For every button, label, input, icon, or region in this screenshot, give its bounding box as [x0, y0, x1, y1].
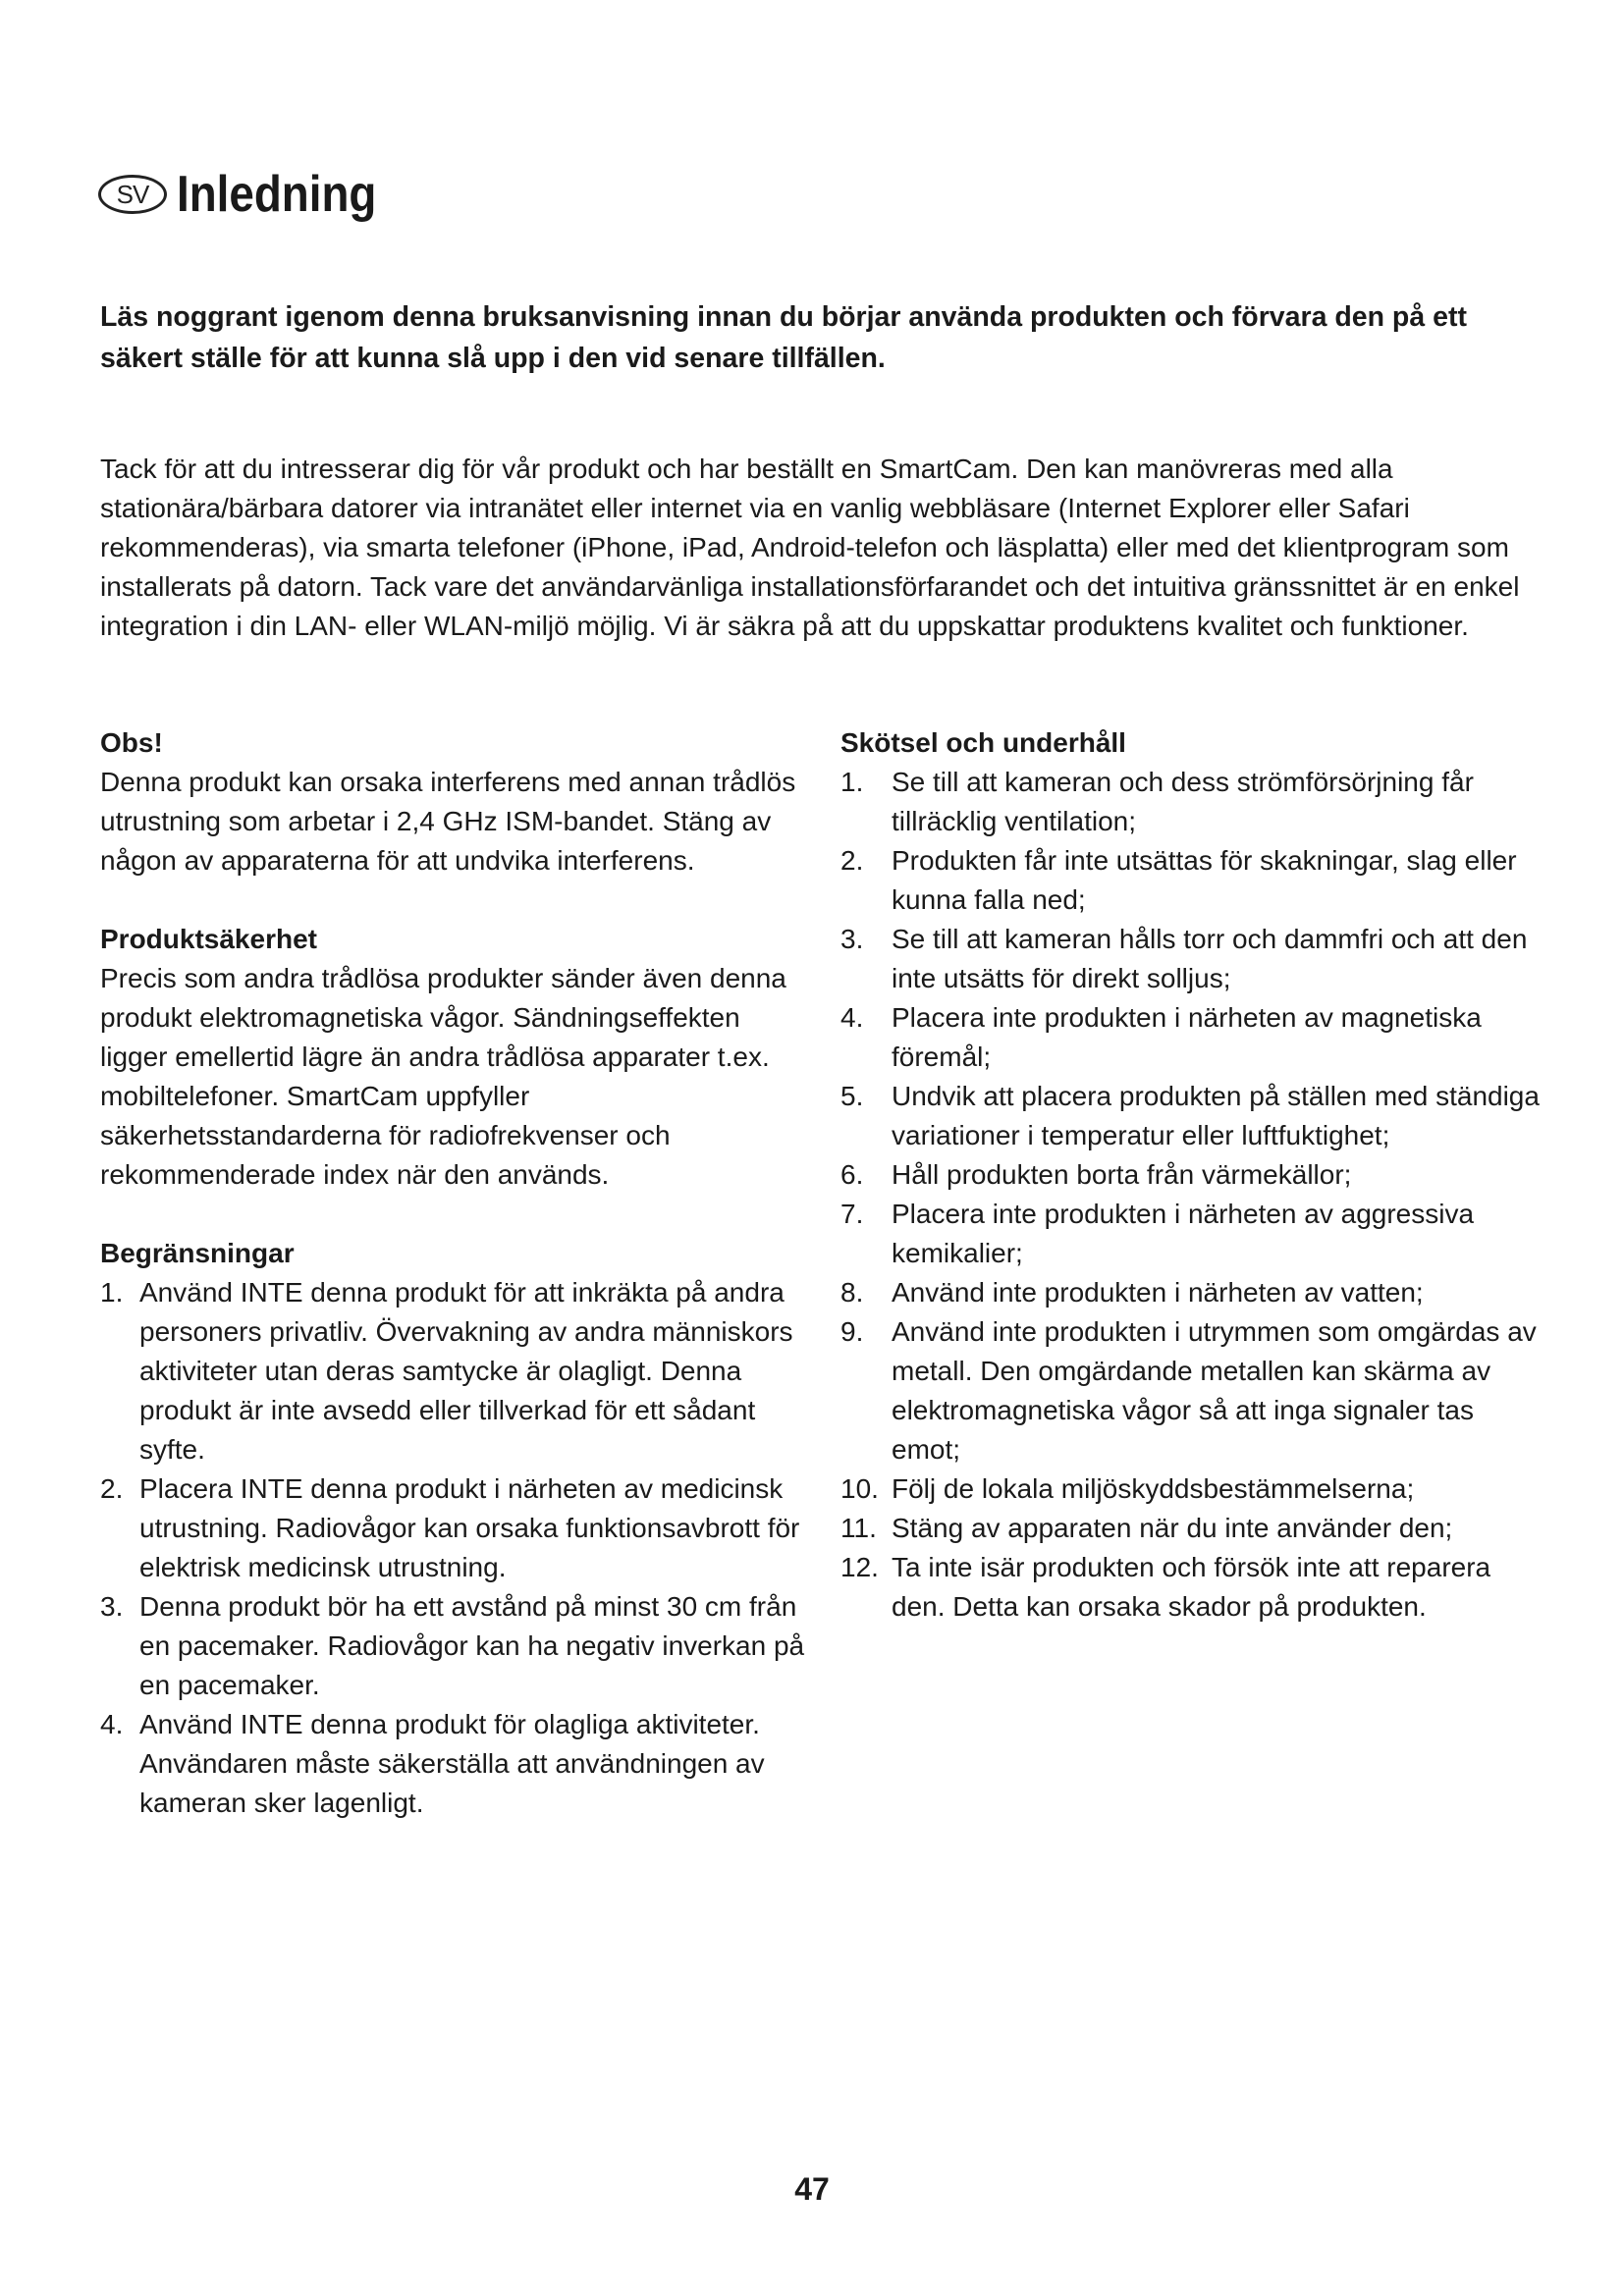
list-item-text: Placera inte produkten i närheten av magnetiska föremål; — [892, 1002, 1482, 1072]
left-column — [100, 723, 807, 1823]
list-item — [840, 1273, 1547, 1312]
list-item — [840, 1509, 1547, 1548]
list-item-number: 8. — [840, 1277, 864, 1308]
list-item-text: Använd INTE denna produkt för olagliga aktiviteter. Användaren måste säkerställa att användningen av kameran sker lagenligt. — [139, 1709, 765, 1818]
list-item-number: 10. — [840, 1473, 879, 1504]
list-item-number: 3. — [840, 924, 864, 954]
list-item-number: 3. — [100, 1591, 124, 1622]
list-item — [840, 841, 1547, 920]
list-item-text: Stäng av apparaten när du inte använder den; — [892, 1513, 1453, 1543]
list-item-number: 4. — [100, 1709, 124, 1739]
list-item-number: 12. — [840, 1552, 879, 1582]
right-column — [840, 723, 1547, 1627]
page-number: 47 — [794, 2171, 830, 2207]
safety-section — [100, 920, 807, 1195]
intro-body-text: Tack för att du intresserar dig för vår produkt och har beställt en SmartCam. Den kan manövreras med alla stationära/bärbara datorer via intranätet eller internet via en vanlig webbläsare (Internet Explorer eller Safari rekommenderas), via smarta telefoner (iPhone, iPad, Android-telefon och läsplatta) eller med det klientprogram som installerats på datorn. Tack vare det användarvänliga installationsförfarandet och det intuitiva gränssnittet är en enkel integration i din LAN- eller WLAN-miljö möjlig. Vi är säkra på att du uppskattar produktens kvalitet och funktioner. — [100, 454, 1520, 641]
obs-text: Denna produkt kan orsaka interferens med annan trådlös utrustning som arbetar i 2,4 GHz ISM-bandet. Stäng av någon av apparaterna för att undvika interferens. — [100, 767, 796, 876]
list-item — [840, 1469, 1547, 1509]
list-item — [100, 1587, 807, 1705]
list-item-text: Följ de lokala miljöskyddsbestämmelserna; — [892, 1473, 1415, 1504]
limits-section — [100, 1234, 807, 1823]
obs-section — [100, 723, 807, 881]
list-item-text: Håll produkten borta från värmekällor; — [892, 1159, 1352, 1190]
list-item-text: Använd INTE denna produkt för att inkräkta på andra personers privatliv. Övervakning av andra människors aktiviteter utan deras samtycke är olagligt. Denna produkt är inte avsedd eller tillverkad för ett sådant syfte. — [139, 1277, 793, 1465]
list-item-text: Se till att kameran och dess strömförsörjning får tillräcklig ventilation; — [892, 767, 1474, 836]
limits-heading: Begränsningar — [100, 1238, 295, 1268]
list-item — [100, 1705, 807, 1823]
list-item-text: Placera inte produkten i närheten av aggressiva kemikalier; — [892, 1199, 1475, 1268]
list-item — [840, 1155, 1547, 1195]
list-item-number: 5. — [840, 1081, 864, 1111]
list-item — [840, 920, 1547, 998]
list-item-number: 2. — [100, 1473, 124, 1504]
list-item-text: Se till att kameran hålls torr och dammfri och att den inte utsätts för direkt solljus; — [892, 924, 1528, 993]
list-item-number: 1. — [100, 1277, 124, 1308]
list-item — [840, 1312, 1547, 1469]
limits-list — [100, 1273, 807, 1823]
list-item-text: Använd inte produkten i närheten av vatten; — [892, 1277, 1424, 1308]
obs-heading: Obs! — [100, 727, 163, 758]
list-item-number: 2. — [840, 845, 864, 876]
list-item — [840, 763, 1547, 841]
page-title: Inledning — [177, 166, 377, 223]
care-section — [840, 723, 1547, 1627]
care-list — [840, 763, 1547, 1627]
list-item-number: 11. — [840, 1513, 877, 1543]
safety-text: Precis som andra trådlösa produkter sänder även denna produkt elektromagnetiska vågor. Sändningseffekten ligger emellertid lägre än andra trådlösa apparater t.ex. mobiltelefoner. SmartCam uppfyller säkerhetsstandarderna för radiofrekvenser och rekommenderade index när den används. — [100, 963, 786, 1190]
list-item-text: Ta inte isär produkten och försök inte att reparera den. Detta kan orsaka skador på produkten. — [892, 1552, 1491, 1622]
list-item — [100, 1469, 807, 1587]
page-header — [98, 165, 404, 224]
list-item — [840, 1195, 1547, 1273]
list-item — [840, 998, 1547, 1077]
list-item-number: 1. — [840, 767, 864, 797]
care-heading: Skötsel och underhåll — [840, 727, 1126, 758]
list-item-text: Denna produkt bör ha ett avstånd på minst 30 cm från en pacemaker. Radiovågor kan ha negativ inverkan på en pacemaker. — [139, 1591, 805, 1700]
safety-heading: Produktsäkerhet — [100, 924, 317, 954]
list-item — [840, 1548, 1547, 1627]
list-item-text: Undvik att placera produkten på ställen med ständiga variationer i temperatur eller luftfuktighet; — [892, 1081, 1540, 1150]
list-item-number: 7. — [840, 1199, 864, 1229]
list-item-text: Produkten får inte utsättas för skakningar, slag eller kunna falla ned; — [892, 845, 1517, 915]
list-item — [100, 1273, 807, 1469]
list-item-number: 9. — [840, 1316, 864, 1347]
intro-bold-text: Läs noggrant igenom denna bruksanvisning innan du börjar använda produkten och förvara den på ett säkert ställe för att kunna slå upp i den vid senare tillfällen. — [100, 301, 1467, 374]
list-item-text: Placera INTE denna produkt i närheten av medicinsk utrustning. Radiovågor kan orsaka funktionsavbrott för elektrisk medicinsk utrustning. — [139, 1473, 800, 1582]
language-badge: SV — [98, 175, 167, 214]
list-item — [840, 1077, 1547, 1155]
list-item-number: 6. — [840, 1159, 864, 1190]
list-item-number: 4. — [840, 1002, 864, 1033]
list-item-text: Använd inte produkten i utrymmen som omgärdas av metall. Den omgärdande metallen kan skärma av elektromagnetiska vågor så att inga signaler tas emot; — [892, 1316, 1537, 1465]
